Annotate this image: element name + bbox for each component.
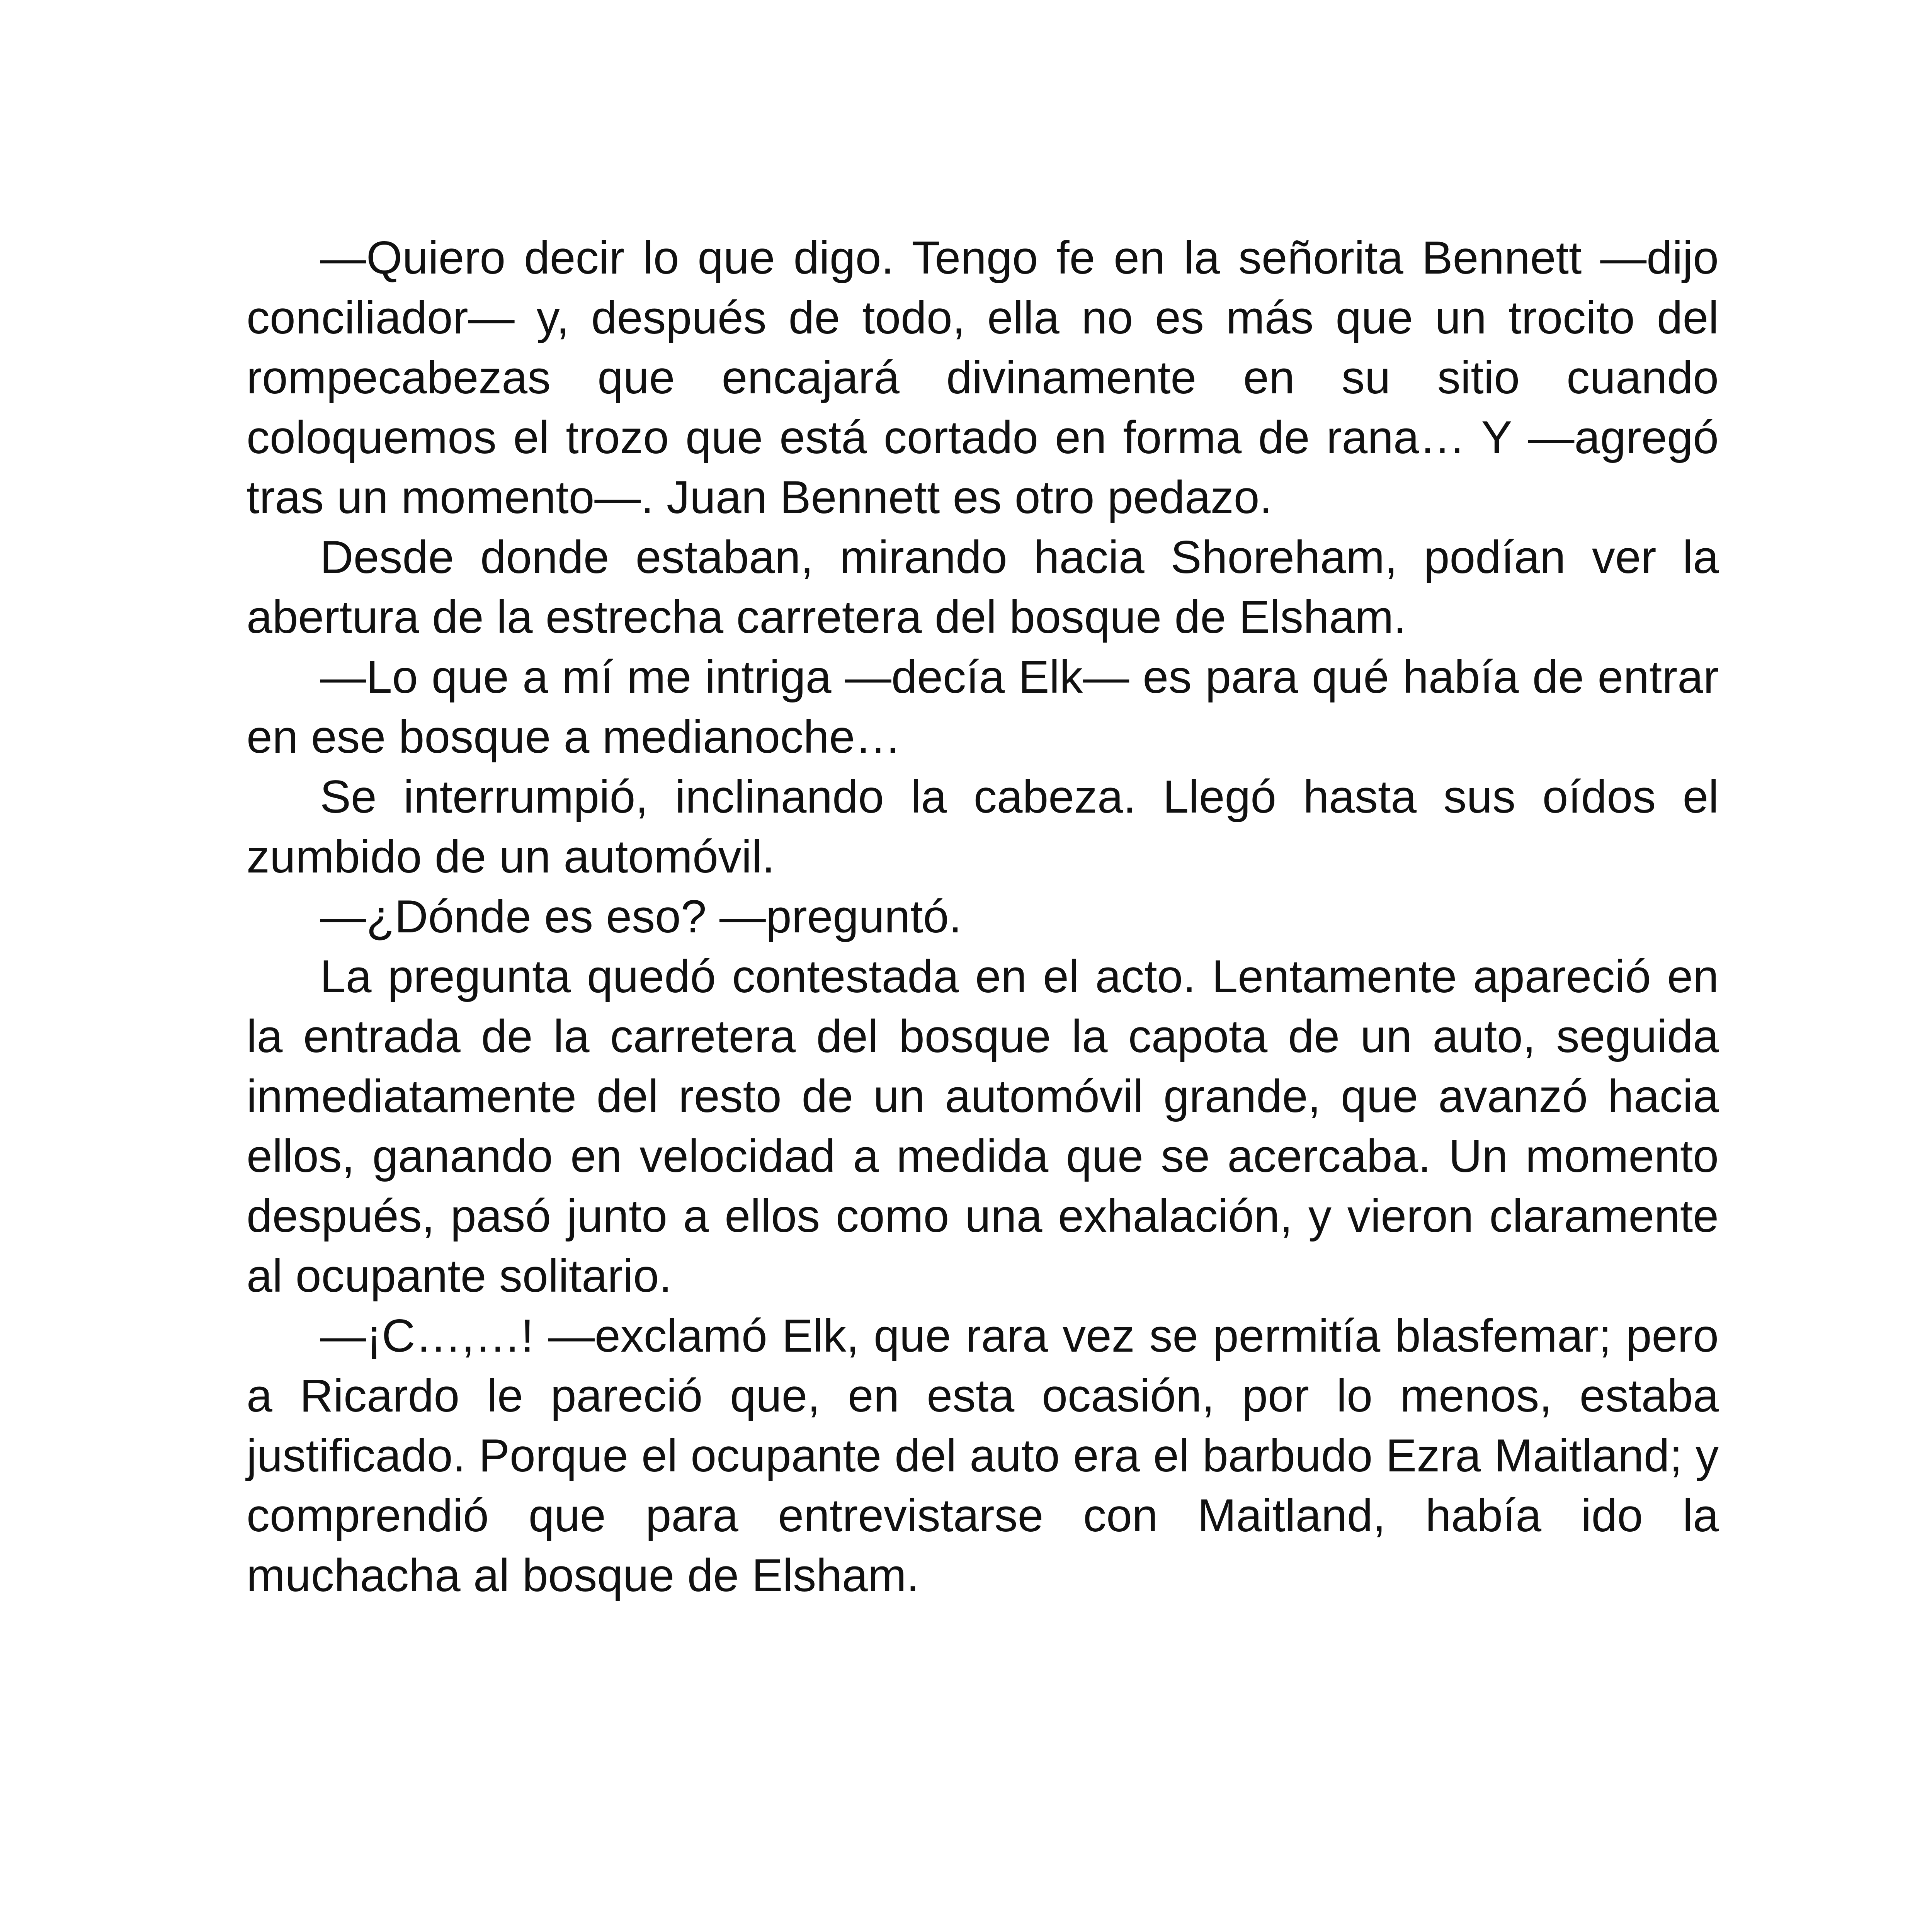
paragraph-7: —¡C…,…! —exclamó Elk, que rara vez se permitía blasfemar; pero a Ricardo le pareció que, en esta ocasión, por lo menos, estaba justificado. Porque el ocupante del auto era el barbudo Ezra Maitland; y comprendió que para entrevistarse con Maitland, había ido la muchacha al bosque de Elsham. <box>247 1310 1719 1601</box>
paragraph-6: La pregunta quedó contestada en el acto. Lentamente apareció en la entrada de la carretera del bosque la capota de un auto, seguida inmediatamente del resto de un automóvil grande, que avanzó hacia ellos, ganando en velocidad a medida que se acercaba. Un momento después, pasó junto a ellos como una exhalación, y vieron claramente al ocupante solitario. <box>247 951 1719 1302</box>
paragraph-3: —Lo que a mí me intriga —decía Elk— es para qué había de entrar en ese bosque a medianoche… <box>247 651 1719 763</box>
paragraph-1: —Quiero decir lo que digo. Tengo fe en la señorita Bennett —dijo conciliador— y, después de todo, ella no es más que un trocito del rompecabezas que encajará divinamente en su sitio cuando coloquemos el trozo que está cortado en forma de rana… Y —agregó tras un momento—. Juan Bennett es otro pedazo. <box>247 232 1719 523</box>
paragraph-2: Desde donde estaban, mirando hacia Shoreham, podían ver la abertura de la estrecha carretera del bosque de Elsham. <box>247 531 1719 643</box>
paragraph-5: —¿Dónde es eso? —preguntó. <box>320 891 962 942</box>
body-text <box>247 228 1719 1605</box>
paragraph-4: Se interrumpió, inclinando la cabeza. Llegó hasta sus oídos el zumbido de un automóvil. <box>247 771 1719 883</box>
